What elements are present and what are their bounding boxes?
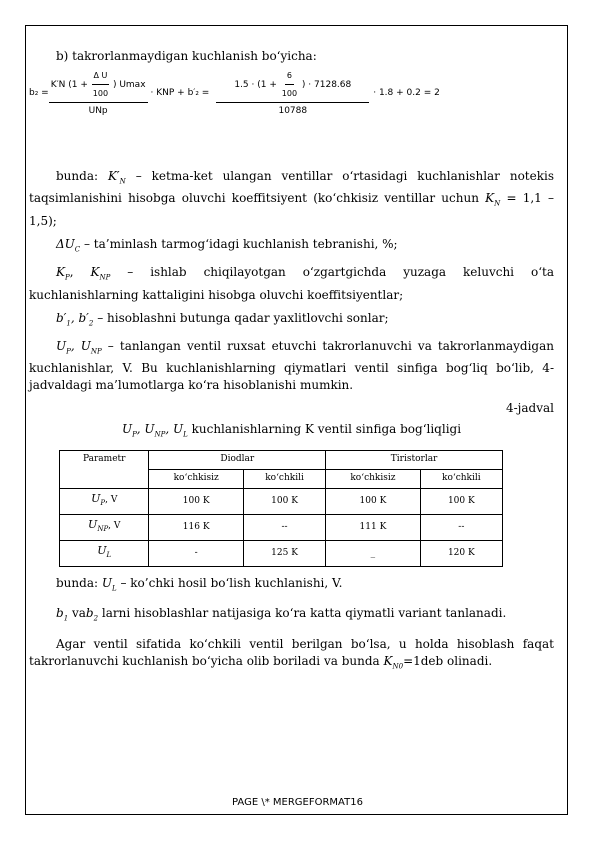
value-cell: -- (420, 514, 502, 540)
table-row (60, 488, 503, 514)
param-cell: $U_L$ (60, 540, 149, 566)
value-cell: -- (243, 514, 325, 540)
header-parametr: Parametr (60, 450, 149, 488)
definition-b1b2-text: larni hisoblashlar natijasiga ko‘ra katta qiymatli variant tanlanadi. (101, 606, 507, 621)
table-label: 4-jadval (505, 401, 554, 416)
definition-du: $\Delta U_C$ – ta’minlash tarmog‘idagi kuchlanish tebranishi, %; (56, 236, 398, 254)
numeric-inner-den: 100 (281, 89, 298, 98)
definition-b: $b'_1$, $b'_2$ – hisoblashni butunga qadar yaxlitlovchi sonlar; (56, 310, 389, 327)
value-cell: 100 K (243, 488, 325, 514)
definition-kn: bunda: $K'_N$ – ketma-ket ulangan ventillar o‘rtasidagi kuchlanishlar notekis taqsimlanishini hisobga oluvchi koeffitsiyent (ko‘chkisiz ventillar uchun $K_N = 1,1 - 1,5$); (29, 169, 554, 228)
value-cell: 125 K (243, 540, 325, 566)
formula-num-b: ) Umax (112, 80, 146, 90)
definition-u: $U_P$, $U_{NP}$ – tanlangan ventil ruxsat etuvchi takrorlanuvchi va takrorlanmaydigan kuchlanishlar, V. Bu kuchlanishlarning qiymatlari ventil sinfiga bog‘liq bo‘lib, 4-jadvaldagi ma’lumotlarga ko‘ra hisoblanishi mumkin. (29, 338, 554, 393)
formula-tail: · KNP + b′₂ = (150, 88, 210, 98)
formula-inner-num: Δ U (92, 67, 110, 85)
table-caption-text: kuchlanishlarning K ventil sinfiga bog‘liqligi (191, 422, 462, 437)
table-row (60, 540, 503, 566)
page-footer: PAGE \* MERGEFORMAT16 (232, 797, 363, 808)
final-paragraph-text: Agar ventil sifatida ko‘chkili ventil berilgan bo‘lsa, u holda hisoblash faqat takrorlanuvchi kuchlanish bo‘yicha olib boriladi va bunda (29, 636, 554, 668)
formula-lhs: b₂ = (29, 88, 49, 98)
numeric-num-b: ) · 7128.68 (301, 80, 352, 90)
definition-kn-text: – ketma-ket ulangan ventillar o‘rtasidagi kuchlanishlar notekis taqsimlanishini hisobga oluvchi koeffitsiyent (ko‘chkisiz ventillar uchun (29, 169, 554, 206)
definition-kp: $K_P$, $K_{NP}$ – ishlab chiqilayotgan o‘zgartgichda yuzaga keluvchi o‘ta kuchlanishlarning kattaligini hisobga oluvchi koeffitsiyentlar; (29, 265, 554, 302)
definition-kp-text: – ishlab chiqilayotgan o‘zgartgichda yuzaga keluvchi o‘ta kuchlanishlarning kattaligini hisobga oluvchi koeffitsiyentlar; (29, 265, 554, 302)
definition-ul-text: – ko’chki hosil bo‘lish kuchlanishi, V. (120, 575, 343, 590)
numeric-den: 10788 (278, 106, 308, 116)
formula-numeric-fraction (216, 67, 369, 120)
final-value: =1deb olinadi. (403, 653, 493, 668)
formula-num-a: K′N (1 + (50, 80, 88, 90)
param-cell: $U_P$, V (60, 488, 149, 514)
table-caption: $U_P$, $U_{NP}$, $U_L$ kuchlanishlarning K ventil sinfiga bog‘liqligi (121, 422, 462, 439)
definition-ul: bunda: $U_L$ – ko’chki hosil bo‘lish kuchlanishi, V. (56, 575, 343, 593)
definition-b1b2: $b_1$ vab$_2$ larni hisoblashlar natijasiga ko‘ra katta qiymatli variant tanlanadi. (56, 606, 507, 623)
value-cell: 120 K (420, 540, 502, 566)
formula-den: UNp (88, 106, 108, 116)
numeric-num-a: 1.5 · (1 + (234, 80, 277, 90)
header-tiristorlar: Tiristorlar (326, 450, 503, 469)
value-cell: 111 K (326, 514, 420, 540)
formula-general-fraction (49, 67, 148, 120)
formula-inner-den: 100 (92, 89, 109, 98)
table-row (60, 514, 503, 540)
subheader-cell: ko‘chkisiz (326, 469, 420, 488)
param-cell: $U_{NP}$, V (60, 514, 149, 540)
bunda-label-2: bunda: (56, 575, 99, 590)
definition-b-text: – hisoblashni butunga qadar yaxlitlovchi sonlar; (97, 310, 389, 325)
definition-u-text: – tanlangan ventil ruxsat etuvchi takrorlanuvchi va takrorlanmaydigan kuchlanishlar, V. Bu kuchlanishlarning qiymatlari ventil sinfiga bog‘liq bo‘lib, 4-jadvaldagi ma’lumotlarga ko‘ra hisoblanishi mumkin. (29, 338, 554, 393)
value-cell: 100 K (420, 488, 502, 514)
parameter-table (59, 450, 503, 567)
value-cell: - (149, 540, 243, 566)
value-cell: 100 K (149, 488, 243, 514)
bunda-label: bunda: (56, 169, 99, 183)
definition-kn-value: = 1,1 – 1,5); (29, 191, 554, 228)
section-heading: b) takrorlanmaydigan kuchlanish bo‘yicha: (56, 49, 317, 63)
subheader-cell: ko‘chkisiz (149, 469, 243, 488)
subheader-cell: ko‘chkili (420, 469, 502, 488)
value-cell: 100 K (326, 488, 420, 514)
numeric-tail: · 1.8 + 0.2 = 2 (373, 88, 440, 98)
subheader-cell: ko‘chkili (243, 469, 325, 488)
final-paragraph: Agar ventil sifatida ko‘chkili ventil berilgan bo‘lsa, u holda hisoblash faqat takrorlanuvchi kuchlanish bo‘yicha olib boriladi va bunda $K_{N0}=1deb$ olinadi. (29, 636, 554, 670)
value-cell: 116 K (149, 514, 243, 540)
value-cell: _ (326, 540, 420, 566)
numeric-inner-num: 6 (285, 67, 294, 85)
formula-b2 (29, 67, 554, 120)
header-diodlar: Diodlar (149, 450, 326, 469)
va-word: va (71, 606, 86, 621)
document-body (29, 48, 554, 675)
definition-du-text: – ta’minlash tarmog‘idagi kuchlanish tebranishi, %; (83, 236, 398, 251)
